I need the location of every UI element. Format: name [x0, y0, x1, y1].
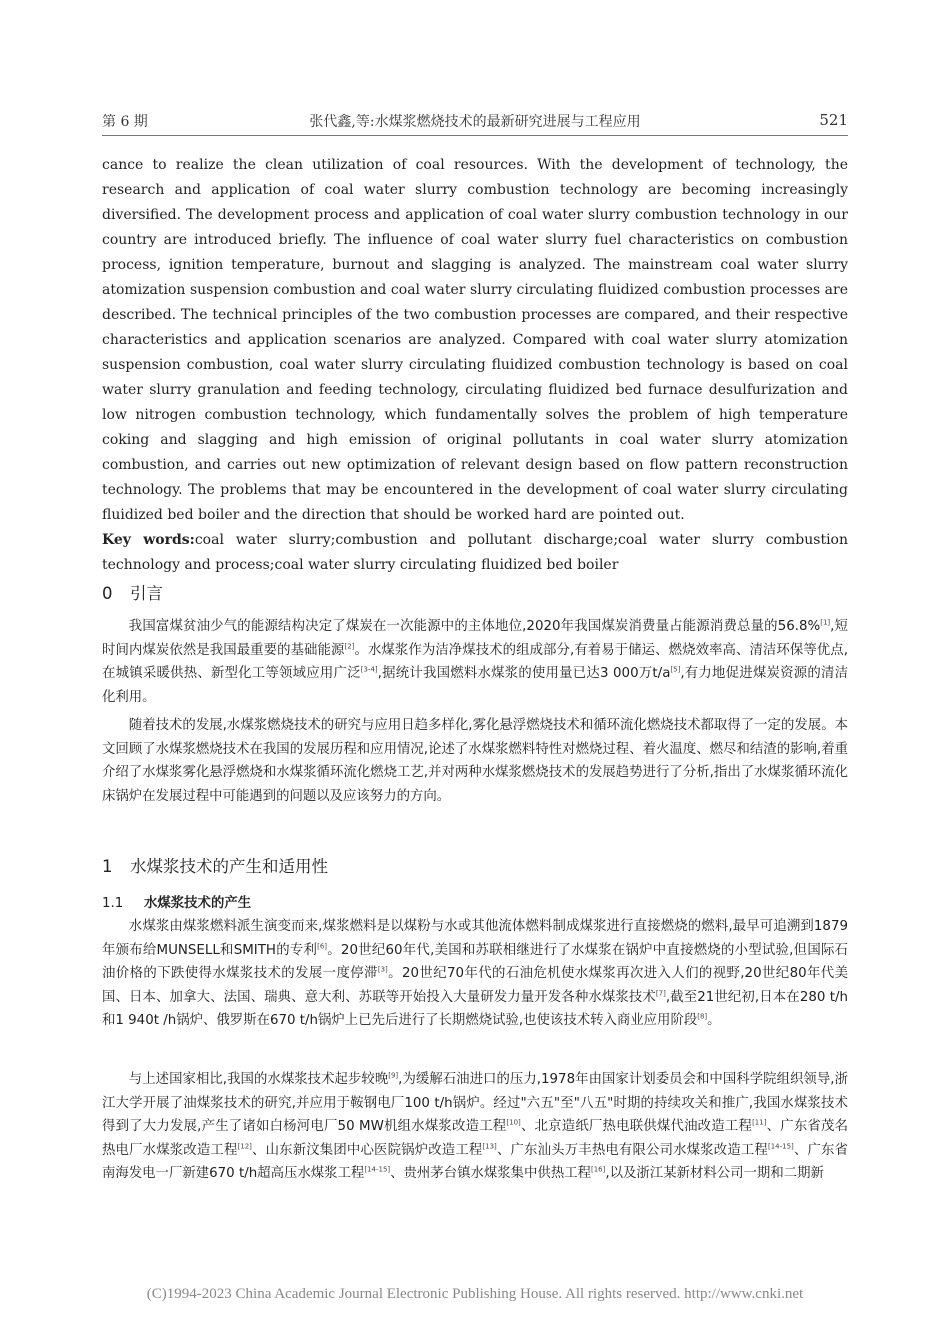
- citation: [9]: [388, 1071, 399, 1080]
- citation: [14-15]: [364, 1165, 391, 1174]
- header-divider: [102, 135, 848, 136]
- subsection-number: 1.1: [102, 896, 124, 911]
- citation: [11]: [752, 1118, 767, 1127]
- section-number: 0: [102, 584, 113, 603]
- keywords-line: [102, 528, 848, 578]
- section-1-1-paragraph-2: 与上述国家相比,我国的水煤浆技术起步较晚[9],为缓解石油进口的压力,1978年由国家计划委员会和中国科学院组织领导,浙江大学开展了油煤浆技术的研究,并应用于鞍钢电厂100 t/h锅炉。经过"六五"至"八五"时期的持续攻关和推广,我国水煤浆技术得到了大力发展,产生了诸如白杨河电厂50 MW机组水煤浆改造工程[10]、北京造纸厂热电联供煤代油改造工程[11]、广东省茂名热电厂水煤浆改造工程[12]、山东新汶集团中心医院锅炉改造工程[13]、广东汕头万丰热电有限公司水煤浆改造工程[14-15]、广东省南海发电一厂新建670 t/h超高压水煤浆工程[14-15]、贵州茅台镇水煤浆集中供热工程[16],以及浙江某新材料公司一期和二期新: [102, 1071, 849, 1181]
- citation: [13]: [482, 1142, 497, 1151]
- citation: [3-4]: [360, 665, 378, 674]
- running-title: 张代鑫,等:水煤浆燃烧技术的最新研究进展与工程应用: [309, 114, 641, 130]
- keywords-label: Key words:: [102, 532, 195, 548]
- section-heading-1: [102, 853, 328, 877]
- section-title: 引言: [130, 584, 163, 603]
- citation: [2]: [344, 642, 355, 651]
- citation: [1]: [820, 618, 831, 627]
- subsection-heading-1-1: [102, 892, 251, 911]
- section-heading-intro: [102, 580, 163, 604]
- page-number: 521: [819, 111, 848, 129]
- intro-paragraph-2: 随着技术的发展,水煤浆燃烧技术的研究与应用日趋多样化,雾化悬浮燃烧技术和循环流化燃烧技术都取得了一定的发展。本文回顾了水煤浆燃烧技术在我国的发展历程和应用情况,论述了水煤浆燃料特性对燃烧过程、着火温度、燃尽和结渣的影响,着重介绍了水煤浆雾化悬浮燃烧和水煤浆循环流化燃烧工艺,并对两种水煤浆燃烧技术的发展趋势进行了分析,指出了水煤浆循环流化床锅炉在发展过程中可能遇到的问题以及应该努力的方向。: [102, 718, 848, 804]
- section-1-1-paragraph-1: 水煤浆由煤浆燃料派生演变而来,煤浆燃料是以煤粉与水或其他流体燃料制成煤浆进行直接燃烧的燃料,最早可追溯到1879年颁布给MUNSELL和SMITH的专利[6]。20世纪60年代,美国和苏联相继进行了水煤浆在锅炉中直接燃烧的小型试验,但国际石油价格的下跌使得水煤浆技术的发展一度停滞[3]。20世纪70年代的石油危机使水煤浆再次进入人们的视野,20世纪80年代美国、日本、加拿大、法国、瑞典、意大利、苏联等开始投入大量研发力量开发各种水煤浆技术[7],截至21世纪初,日本在280 t/h和1 940t /h锅炉、俄罗斯在670 t/h锅炉上已先后进行了长期燃烧试验,也使该技术转入商业应用阶段[8]。: [102, 919, 848, 1028]
- citation: [5]: [670, 665, 681, 674]
- section-title: 水煤浆技术的产生和适用性: [130, 857, 328, 876]
- citation: [16]: [591, 1165, 606, 1174]
- section-number: 1: [102, 857, 113, 876]
- issue-number: 第 6 期: [102, 114, 148, 130]
- citation: [8]: [697, 1012, 708, 1021]
- keywords-text: coal water slurry;combustion and pollutant discharge;coal water slurry combustion technology and process;coal water slurry circulating fluidized bed boiler: [102, 532, 848, 573]
- citation: [14-15]: [767, 1142, 794, 1151]
- abstract-text: cance to realize the clean utilization of coal resources. With the development of technology, the research and application of coal water slurry combustion technology are becoming increasingly diversified. The development process and application of coal water slurry combustion technology in our country are introduced briefly. The influence of coal water slurry fuel characteristics on combustion process, ignition temperature, burnout and slagging is analyzed. The mainstream coal water slurry atomization suspension combustion and coal water slurry circulating fluidized combustion processes are described. The technical principles of the two combustion processes are compared, and their respective characteristics and application scenarios are analyzed. Compared with coal water slurry atomization suspension combustion, coal water slurry circulating fluidized combustion technology is based on coal water slurry granulation and feeding technology, circulating fluidized bed furnace desulfurization and low nitrogen combustion technology, which fundamentally solves the problem of high temperature coking and slagging and high emission of original pollutants in coal water slurry atomization combustion, and carries out new optimization of relevant design based on flow pattern reconstruction technology. The problems that may be encountered in the development of coal water slurry circulating fluidized bed boiler and the direction that should be worked hard are pointed out.: [102, 157, 848, 523]
- citation: [7]: [655, 989, 666, 998]
- copyright-footer: (C)1994-2023 China Academic Journal Electronic Publishing House. All rights reserved. http://www.cnki.net: [146, 1286, 804, 1302]
- intro-paragraph-1: 我国富煤贫油少气的能源结构决定了煤炭在一次能源中的主体地位,2020年我国煤炭消费量占能源消费总量的56.8%[1],短时间内煤炭依然是我国最重要的基础能源[2]。水煤浆作为洁净煤技术的组成部分,有着易于储运、燃烧效率高、清洁环保等优点,在城镇采暖供热、新型化工等领域应用广泛[3-4],据统计我国燃料水煤浆的使用量已达3 000万t/a[5],有力地促进煤炭资源的清洁化利用。: [102, 618, 848, 705]
- english-abstract: [102, 153, 848, 578]
- running-header: [102, 111, 848, 135]
- subsection-title: 水煤浆技术的产生: [144, 896, 252, 911]
- citation: [10]: [506, 1118, 521, 1127]
- citation: [3]: [377, 965, 388, 974]
- citation: [12]: [237, 1142, 252, 1151]
- citation: [6]: [317, 942, 328, 951]
